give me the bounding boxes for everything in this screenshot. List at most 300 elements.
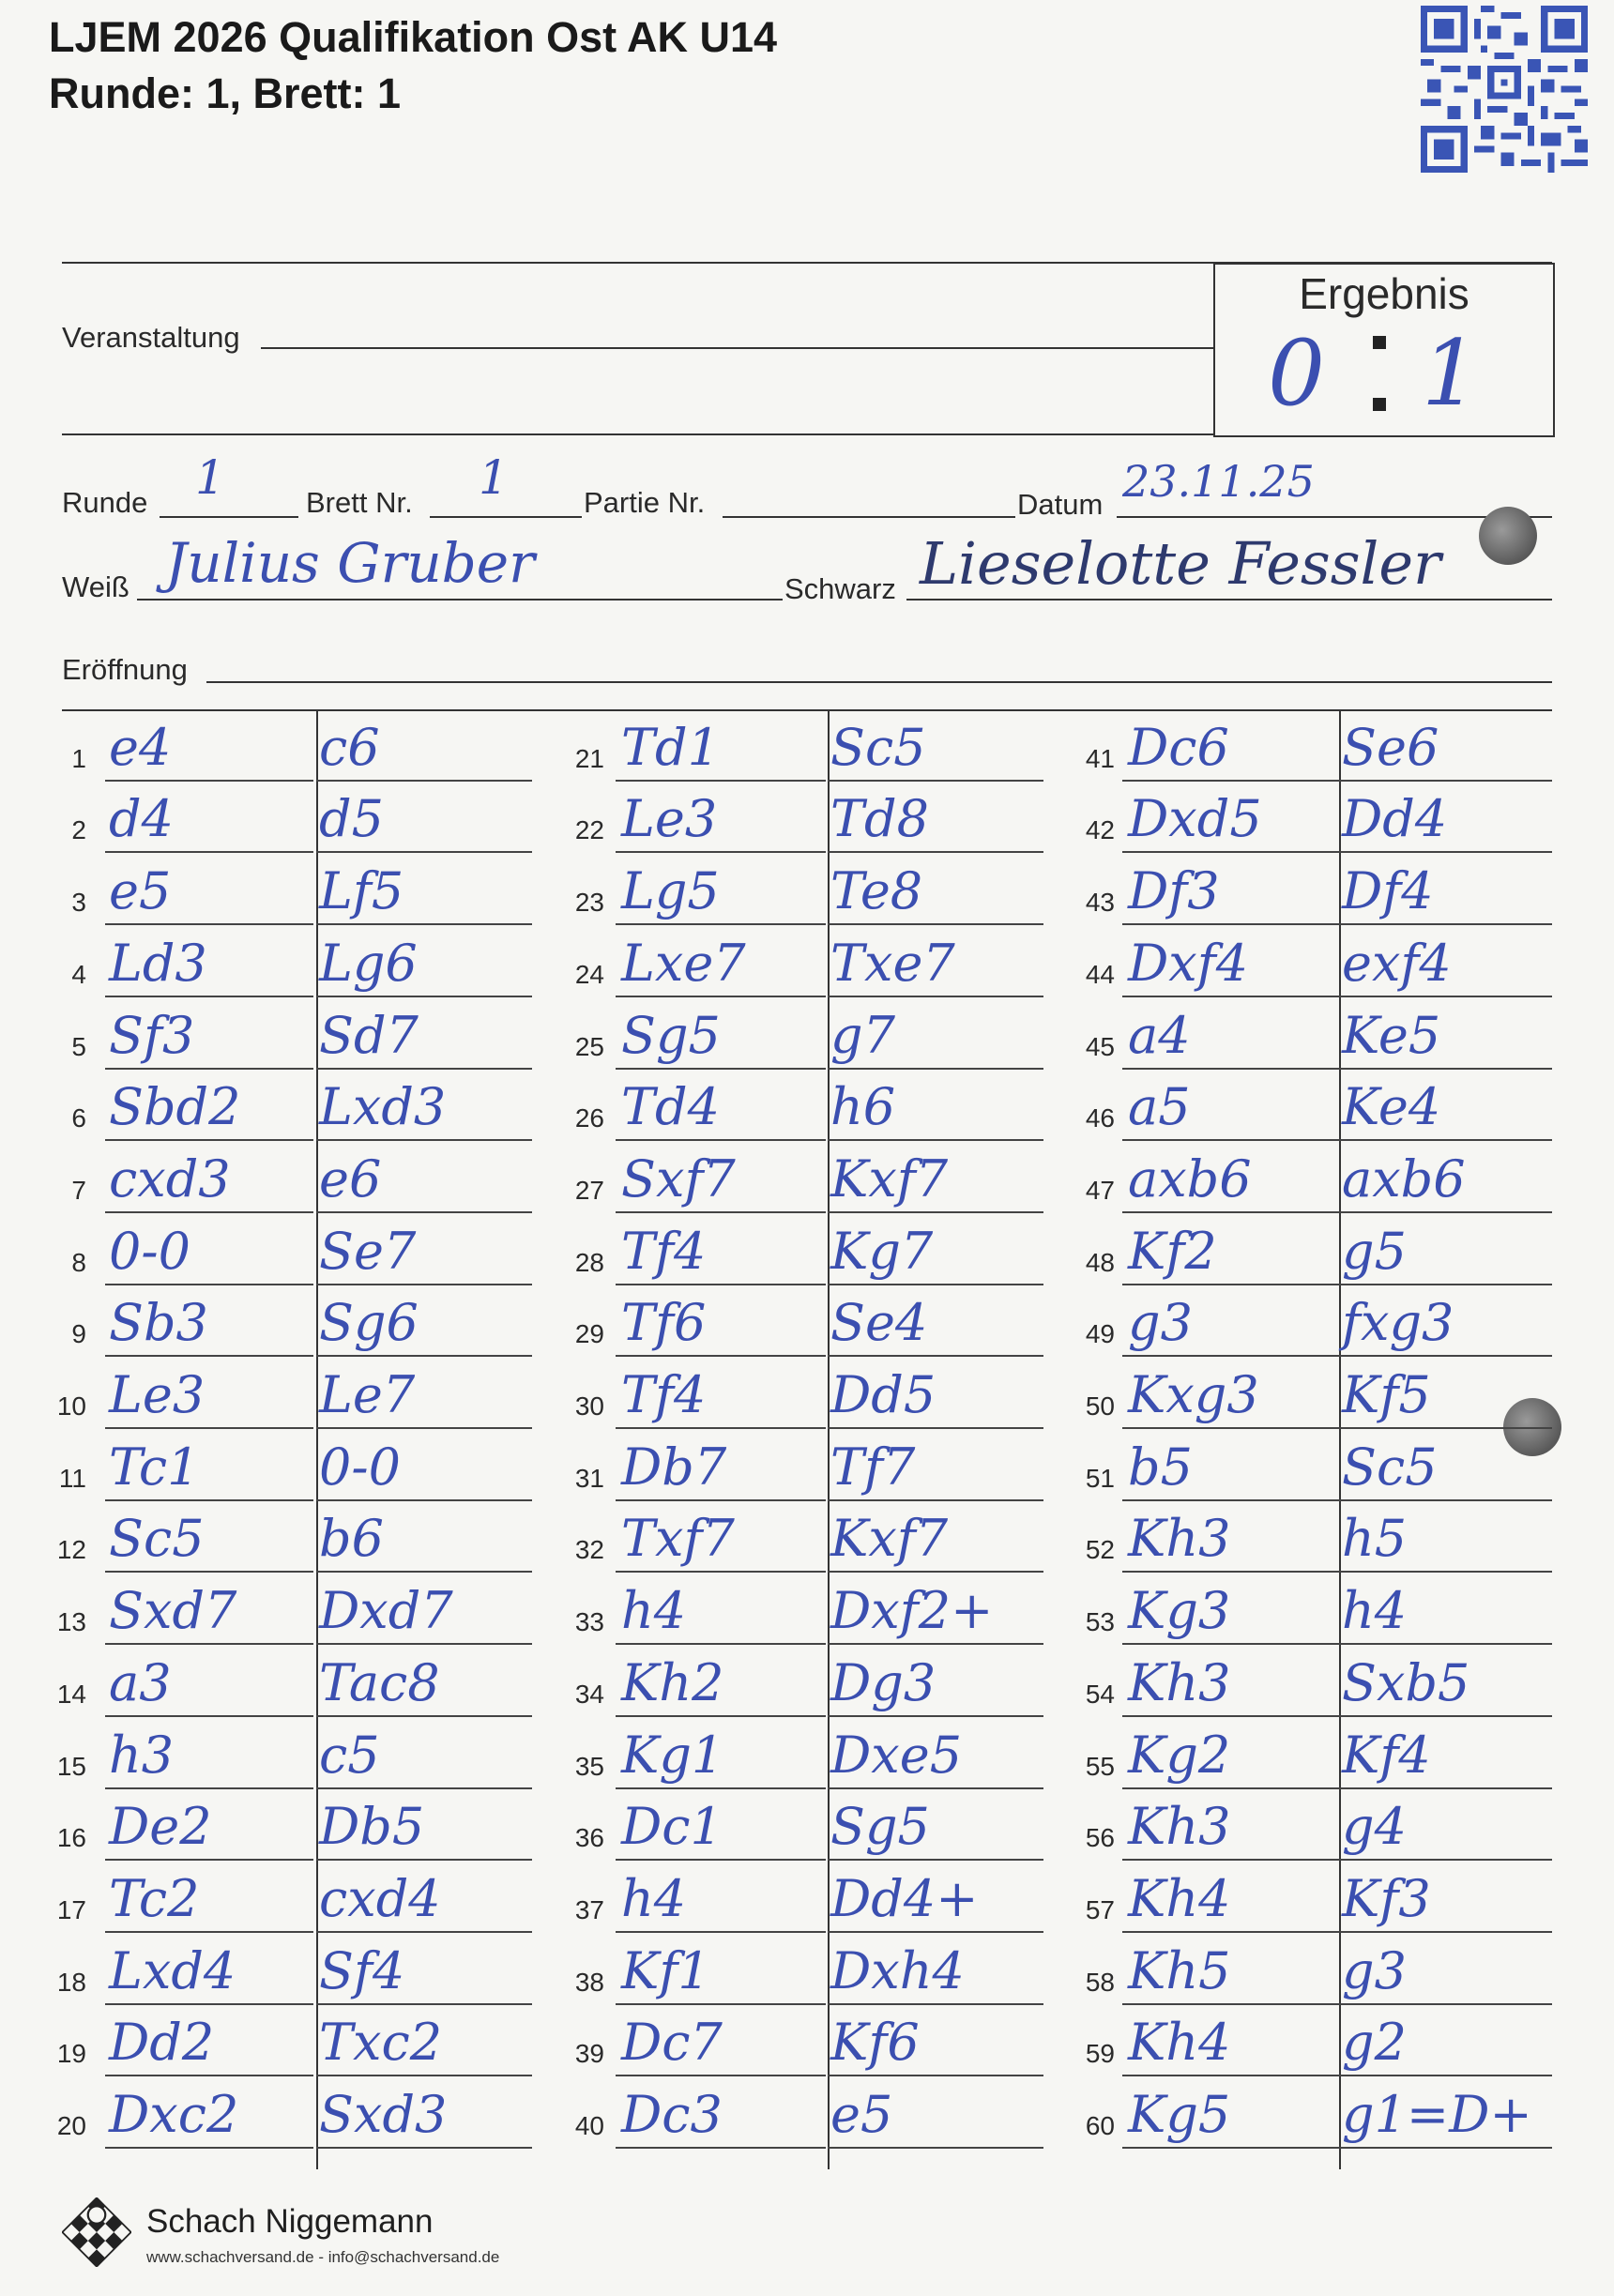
veranstaltung-line	[261, 347, 1213, 349]
black-move-line	[828, 780, 1043, 782]
white-move: Kh3	[1128, 1652, 1231, 1712]
white-move-line	[105, 1139, 313, 1141]
black-move-line	[828, 1859, 1043, 1861]
black-move: e5	[830, 2085, 893, 2144]
black-move: Te8	[830, 861, 923, 921]
white-move-line	[616, 1355, 826, 1357]
white-move: Kh4	[1128, 1868, 1231, 1928]
black-move: Txc2	[319, 2013, 443, 2073]
black-move-line	[1339, 923, 1552, 925]
white-move: Tf4	[621, 1221, 707, 1281]
black-move: Dxe5	[830, 1725, 963, 1785]
move-number: 29	[574, 1319, 604, 1349]
black-move: Dd4+	[830, 1868, 979, 1928]
black-move: Sd7	[319, 1005, 419, 1065]
move-number: 16	[56, 1823, 86, 1853]
black-move-line	[828, 1643, 1043, 1645]
white-move-line	[616, 1284, 826, 1285]
black-move: Dxf2+	[830, 1581, 994, 1641]
move-number: 17	[56, 1894, 86, 1924]
white-move-line	[616, 1787, 826, 1789]
black-move: Sc5	[1342, 1437, 1438, 1497]
black-move-line	[316, 2147, 532, 2149]
weiss-value: Julius Gruber	[165, 531, 535, 595]
move-number: 4	[71, 959, 86, 989]
move-number: 47	[1085, 1175, 1115, 1205]
move-number: 57	[1085, 1894, 1115, 1924]
black-move-line	[828, 1571, 1043, 1573]
black-move-line	[316, 1715, 532, 1717]
white-move: Dc6	[1128, 717, 1229, 777]
black-move-line	[316, 1931, 532, 1933]
black-move-line	[1339, 1068, 1552, 1070]
black-move: h5	[1342, 1509, 1408, 1569]
white-move: Dc1	[621, 1797, 723, 1857]
white-move: Sxd7	[109, 1581, 237, 1641]
move-number: 53	[1085, 1607, 1115, 1637]
form-rule-2	[62, 433, 1214, 435]
white-move-line	[105, 2003, 313, 2005]
white-move-line	[616, 1931, 826, 1933]
white-move: Lxe7	[621, 933, 746, 993]
white-move-line	[1122, 1284, 1339, 1285]
black-move: g7	[830, 1005, 895, 1065]
black-move: 0-0	[319, 1437, 401, 1497]
black-move: Lg6	[319, 933, 418, 993]
partie-label: Partie Nr.	[584, 486, 706, 519]
white-move: h4	[621, 1581, 687, 1641]
white-move: Kh3	[1128, 1509, 1231, 1569]
move-number: 22	[574, 815, 604, 845]
qr-code-icon	[1421, 6, 1588, 173]
white-move-line	[1122, 1931, 1339, 1933]
black-move: Se7	[319, 1221, 417, 1281]
white-move-line	[616, 1211, 826, 1213]
move-number: 13	[56, 1607, 86, 1637]
white-move-line	[1122, 1499, 1339, 1501]
black-move-line	[316, 923, 532, 925]
white-move-line	[105, 1284, 313, 1285]
move-number: 58	[1085, 1967, 1115, 1997]
brett-label: Brett Nr.	[306, 486, 413, 519]
black-move-line	[1339, 1931, 1552, 1933]
white-move-line	[105, 1787, 313, 1789]
white-move: Dxf4	[1128, 933, 1249, 993]
eroeffnung-label: Eröffnung	[62, 653, 188, 686]
white-move-line	[105, 1715, 313, 1717]
move-number: 31	[574, 1463, 604, 1493]
move-number: 23	[574, 888, 604, 918]
black-move-line	[1339, 1787, 1552, 1789]
move-number: 49	[1085, 1319, 1115, 1349]
white-move: Sbd2	[109, 1077, 241, 1137]
white-move: Tc2	[109, 1868, 200, 1928]
white-move: Tc1	[109, 1437, 200, 1497]
move-number: 32	[574, 1535, 604, 1565]
black-move: Kxf7	[830, 1148, 949, 1209]
white-move: Kg1	[621, 1725, 724, 1785]
white-move-line	[616, 2075, 826, 2076]
white-move-line	[105, 851, 313, 853]
black-move: g1=D+	[1342, 2085, 1532, 2144]
black-move-line	[316, 1355, 532, 1357]
white-move: b5	[1128, 1437, 1193, 1497]
black-move-line	[1339, 1715, 1552, 1717]
black-move: Td8	[830, 789, 929, 849]
black-move-line	[1339, 780, 1552, 782]
black-move-line	[828, 1211, 1043, 1213]
move-number: 5	[71, 1031, 86, 1061]
white-move: Tf6	[621, 1293, 707, 1353]
white-move-line	[1122, 1715, 1339, 1717]
white-move: Le3	[621, 789, 718, 849]
datum-label: Datum	[1017, 488, 1104, 521]
white-move: Dxc2	[109, 2085, 239, 2144]
black-move-line	[828, 851, 1043, 853]
black-move: h6	[830, 1077, 896, 1137]
white-move-line	[616, 851, 826, 853]
white-move-line	[105, 1068, 313, 1070]
black-move-line	[828, 1787, 1043, 1789]
white-move: cxd3	[109, 1148, 231, 1209]
black-move: Kg7	[830, 1221, 934, 1281]
white-move: Le3	[109, 1365, 206, 1424]
move-number: 9	[71, 1319, 86, 1349]
black-move-line	[828, 923, 1043, 925]
white-move-line	[1122, 1571, 1339, 1573]
move-number: 28	[574, 1247, 604, 1277]
move-number: 46	[1085, 1103, 1115, 1133]
black-move: Sxd3	[319, 2085, 448, 2144]
move-number: 54	[1085, 1679, 1115, 1709]
black-move: Kf3	[1342, 1868, 1431, 1928]
white-move: Kh2	[621, 1652, 724, 1712]
black-move-line	[1339, 1859, 1552, 1861]
weiss-line	[137, 599, 783, 601]
black-move: Sg5	[830, 1797, 930, 1857]
white-move: Sb3	[109, 1293, 208, 1353]
white-move: e5	[109, 861, 172, 921]
white-move: Sxf7	[621, 1148, 736, 1209]
move-number: 42	[1085, 815, 1115, 845]
white-move: Db7	[621, 1437, 727, 1497]
white-move-line	[616, 1068, 826, 1070]
white-move-line	[105, 2075, 313, 2076]
move-number: 8	[71, 1247, 86, 1277]
black-move-line	[828, 2003, 1043, 2005]
white-move: g3	[1128, 1293, 1193, 1353]
partie-line	[723, 516, 1015, 518]
white-move-line	[616, 923, 826, 925]
white-move-line	[105, 1427, 313, 1429]
black-move-line	[316, 1284, 532, 1285]
black-move-line	[828, 1715, 1043, 1717]
schwarz-value: Lieselotte Fessler	[920, 529, 1441, 598]
weiss-label: Weiß	[62, 570, 129, 603]
black-move-line	[1339, 1139, 1552, 1141]
white-move-line	[1122, 2075, 1339, 2076]
brand-contact: www.schachversand.de - info@schachversand.de	[146, 2248, 500, 2266]
move-number: 11	[58, 1463, 86, 1493]
black-move-line	[828, 1427, 1043, 1429]
move-number: 40	[574, 2111, 604, 2140]
white-move-line	[105, 1571, 313, 1573]
white-move-line	[1122, 996, 1339, 997]
black-move-line	[1339, 1499, 1552, 1501]
move-number: 36	[574, 1823, 604, 1853]
black-move: cxd4	[319, 1868, 441, 1928]
white-move: Df3	[1128, 861, 1220, 921]
black-move: Df4	[1342, 861, 1434, 921]
black-move-line	[828, 2075, 1043, 2076]
black-move-line	[828, 1068, 1043, 1070]
runde-label: Runde	[62, 486, 148, 519]
black-move-line	[316, 1139, 532, 1141]
white-move: Kf2	[1128, 1221, 1217, 1281]
move-number: 44	[1085, 959, 1115, 989]
white-move-line	[1122, 1643, 1339, 1645]
black-move: Sg6	[319, 1293, 419, 1353]
move-number: 34	[574, 1679, 604, 1709]
ergebnis-colon-dot-top	[1373, 336, 1386, 349]
black-move-line	[1339, 2075, 1552, 2076]
white-move: De2	[109, 1797, 212, 1857]
black-move-line	[316, 1859, 532, 1861]
move-number: 24	[574, 959, 604, 989]
ergebnis-white-score: 0	[1268, 321, 1326, 426]
white-move-line	[1122, 2147, 1339, 2149]
white-move: h3	[109, 1725, 175, 1785]
black-move: Sc5	[830, 717, 926, 777]
white-move-line	[105, 1859, 313, 1861]
black-move: Ke5	[1342, 1005, 1441, 1065]
white-move-line	[616, 996, 826, 997]
black-move-line	[316, 1643, 532, 1645]
white-move: Kxg3	[1128, 1365, 1259, 1424]
black-move-line	[828, 1355, 1043, 1357]
black-move-line	[1339, 1643, 1552, 1645]
black-move-line	[316, 1068, 532, 1070]
black-move-line	[1339, 851, 1552, 853]
move-number: 56	[1085, 1823, 1115, 1853]
white-move: Sc5	[109, 1509, 205, 1569]
white-move-line	[105, 1355, 313, 1357]
chess-board-logo-icon	[62, 2197, 131, 2267]
black-move-line	[316, 2075, 532, 2076]
move-number: 14	[56, 1679, 86, 1709]
black-move-line	[1339, 1355, 1552, 1357]
white-move: Lxd4	[109, 1940, 236, 2000]
black-move-line	[1339, 996, 1552, 997]
move-number: 51	[1085, 1463, 1115, 1493]
black-move: Kf4	[1342, 1725, 1431, 1785]
white-move: Kg5	[1128, 2085, 1231, 2144]
black-move: Se4	[830, 1293, 928, 1353]
move-number: 59	[1085, 2039, 1115, 2069]
white-move: Kh3	[1128, 1797, 1231, 1857]
white-move: axb6	[1128, 1148, 1252, 1209]
white-move-line	[616, 1139, 826, 1141]
black-move: e6	[319, 1148, 382, 1209]
black-move: Dxd7	[319, 1581, 453, 1641]
white-move-line	[1122, 1427, 1339, 1429]
black-move: Kxf7	[830, 1509, 949, 1569]
column-divider-2	[828, 709, 830, 2169]
column-divider-3	[1339, 709, 1341, 2169]
white-move-line	[1122, 2003, 1339, 2005]
black-move: Db5	[319, 1797, 425, 1857]
black-move: Dxh4	[830, 1940, 965, 2000]
white-move-line	[105, 1211, 313, 1213]
move-number: 21	[574, 743, 604, 773]
white-move-line	[1122, 923, 1339, 925]
black-move-line	[828, 1139, 1043, 1141]
move-number: 48	[1085, 1247, 1115, 1277]
white-move-line	[1122, 1355, 1339, 1357]
black-move: g3	[1342, 1940, 1407, 2000]
moves-top-rule	[62, 709, 1552, 711]
white-move-line	[616, 1715, 826, 1717]
white-move: Kf1	[621, 1940, 710, 2000]
white-move-line	[105, 1643, 313, 1645]
brett-value: 1	[479, 450, 509, 505]
black-move: Txe7	[830, 933, 955, 993]
white-move-line	[616, 780, 826, 782]
black-move: g2	[1342, 2013, 1407, 2073]
black-move-line	[828, 2147, 1043, 2149]
black-move-line	[316, 1427, 532, 1429]
black-move-line	[828, 996, 1043, 997]
move-number: 20	[56, 2111, 86, 2140]
black-move-line	[316, 1211, 532, 1213]
white-move: Td1	[621, 717, 720, 777]
black-move-line	[1339, 1284, 1552, 1285]
runde-value: 1	[195, 450, 225, 505]
schwarz-line	[906, 599, 1552, 601]
black-move-line	[1339, 1571, 1552, 1573]
move-number: 50	[1085, 1391, 1115, 1421]
black-move-line	[828, 1284, 1043, 1285]
move-number: 43	[1085, 888, 1115, 918]
black-move: g4	[1342, 1797, 1407, 1857]
white-move: d4	[109, 789, 174, 849]
white-move-line	[616, 1499, 826, 1501]
schwarz-label: Schwarz	[784, 572, 896, 605]
black-move: Dd5	[830, 1365, 936, 1424]
white-move-line	[616, 2147, 826, 2149]
black-move-line	[828, 1499, 1043, 1501]
black-move: fxg3	[1342, 1293, 1454, 1353]
white-move-line	[616, 1571, 826, 1573]
white-move-line	[1122, 1211, 1339, 1213]
white-move-line	[1122, 851, 1339, 853]
black-move: Le7	[319, 1365, 416, 1424]
black-move: c6	[319, 717, 380, 777]
black-move: Dd4	[1342, 789, 1448, 849]
black-move: Dg3	[830, 1652, 936, 1712]
black-move: Sf4	[319, 1940, 405, 2000]
move-number: 26	[574, 1103, 604, 1133]
move-number: 15	[56, 1751, 86, 1781]
white-move-line	[1122, 780, 1339, 782]
white-move-line	[105, 1499, 313, 1501]
white-move-line	[616, 2003, 826, 2005]
move-number: 52	[1085, 1535, 1115, 1565]
black-move: Tac8	[319, 1652, 440, 1712]
move-number: 19	[56, 2039, 86, 2069]
move-number: 39	[574, 2039, 604, 2069]
white-move: 0-0	[109, 1221, 190, 1281]
black-move: Tf7	[830, 1437, 916, 1497]
white-move-line	[105, 923, 313, 925]
move-number: 37	[574, 1894, 604, 1924]
eroeffnung-line	[206, 681, 1552, 683]
white-move: Kh4	[1128, 2013, 1231, 2073]
white-move-line	[616, 1859, 826, 1861]
black-move-line	[316, 1787, 532, 1789]
white-move: Dd2	[109, 2013, 215, 2073]
white-move: a3	[109, 1652, 172, 1712]
ergebnis-label: Ergebnis	[1299, 269, 1469, 318]
black-move: b6	[319, 1509, 384, 1569]
black-move-line	[828, 1931, 1043, 1933]
white-move: Dxd5	[1128, 789, 1262, 849]
black-move: Ke4	[1342, 1077, 1441, 1137]
white-move-line	[105, 2147, 313, 2149]
white-move: Sg5	[621, 1005, 721, 1065]
move-number: 41	[1085, 743, 1115, 773]
black-move-line	[316, 780, 532, 782]
black-move-line	[1339, 1427, 1552, 1429]
black-move: exf4	[1342, 933, 1452, 993]
black-move-line	[1339, 2003, 1552, 2005]
white-move-line	[1122, 1139, 1339, 1141]
move-number: 60	[1085, 2111, 1115, 2140]
move-number: 35	[574, 1751, 604, 1781]
white-move: e4	[109, 717, 172, 777]
white-move: Kg2	[1128, 1725, 1231, 1785]
veranstaltung-label: Veranstaltung	[62, 321, 240, 354]
white-move: Dc3	[621, 2085, 723, 2144]
white-move-line	[105, 780, 313, 782]
white-move-line	[616, 1427, 826, 1429]
white-move: Kg3	[1128, 1581, 1231, 1641]
move-number: 55	[1085, 1751, 1115, 1781]
white-move: Tf4	[621, 1365, 707, 1424]
move-number: 38	[574, 1967, 604, 1997]
sheet-subtitle: Runde: 1, Brett: 1	[49, 69, 402, 117]
ergebnis-box	[1213, 263, 1555, 437]
move-number: 45	[1085, 1031, 1115, 1061]
black-move: Lxd3	[319, 1077, 447, 1137]
white-move: Txf7	[621, 1509, 735, 1569]
black-move: h4	[1342, 1581, 1408, 1641]
move-number: 2	[71, 815, 86, 845]
white-move: Kh5	[1128, 1940, 1231, 2000]
move-number: 30	[574, 1391, 604, 1421]
runde-line	[160, 516, 298, 518]
datum-value: 23.11.25	[1122, 456, 1315, 507]
black-move: d5	[319, 789, 384, 849]
brand-name: Schach Niggemann	[146, 2203, 434, 2240]
white-move: Ld3	[109, 933, 207, 993]
white-move-line	[105, 996, 313, 997]
white-move-line	[105, 1931, 313, 1933]
black-move: Kf5	[1342, 1365, 1431, 1424]
black-move-line	[316, 1499, 532, 1501]
ergebnis-black-score: 1	[1422, 321, 1480, 426]
white-move: Sf3	[109, 1005, 195, 1065]
